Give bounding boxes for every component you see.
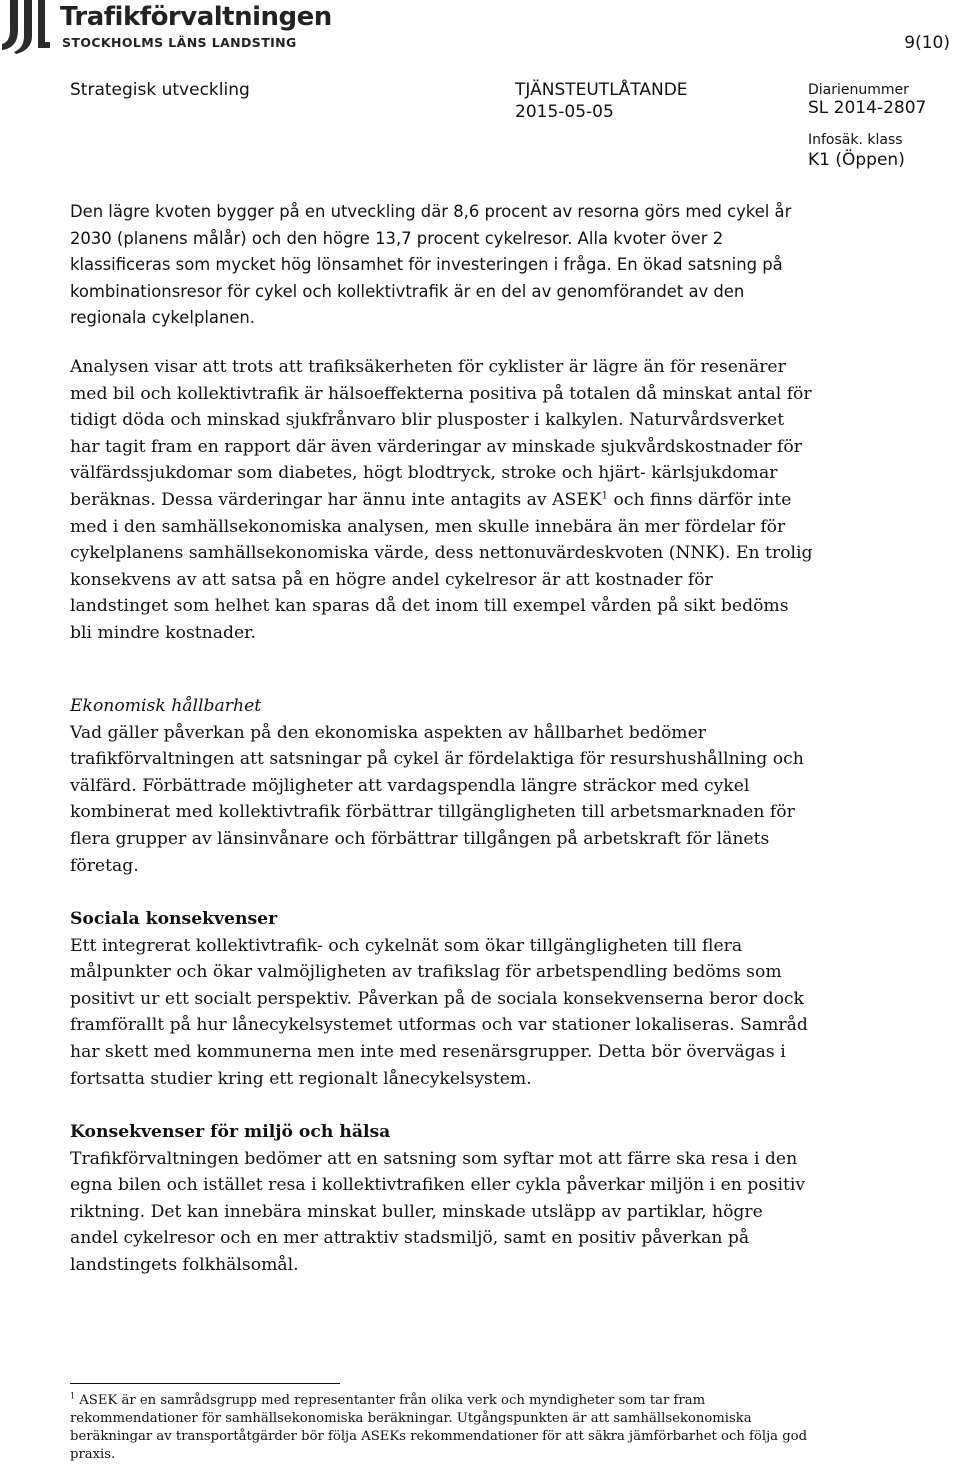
document-type: TJÄNSTEUTLÅTANDE [515, 80, 688, 100]
section-heading: Ekonomisk hållbarhet [70, 696, 262, 716]
document-date: 2015-05-05 [515, 102, 614, 122]
footnote-marker: 1 [70, 1391, 76, 1401]
section-text: Trafikförvaltningen bedömer att en satsning som syftar mot att färre ska resa i den egna bilen och istället resa i kollektivtrafiken eller cykla påverkar miljön i en positiv riktning. Det kan innebära minskat buller, minskade utsläpp av partiklar, högre andel cykelresor och en mer attraktiv stadsmiljö, samt en positiv påverkan på landstingets folkhälsomål. [70, 1148, 806, 1275]
paragraph-text-start: Analysen visar att trots att trafiksäkerheten för cyklister är lägre än för resenärer med bil och kollektivtrafik är hälsoeffekterna positiva på totalen då minskat antal för tidigt döda och minskad sjukfrånvaro blir plusposter i kalkylen. Naturvårdsverket har tagit fram en rapport där även värderingar av minskade sjukvårdskostnader för välfärdssjukdomar som diabetes, högt blodtryck, stroke och hjärt- kärlsjukdomar beräknas. Dessa värderingar har ännu inte antagits av ASEK [70, 357, 812, 510]
section-text: Ett integrerat kollektivtrafik- och cykelnät som ökar tillgängligheten till flera målpunkter och ökar valmöjligheten av trafikslag för arbetspendling bedöms som positivt ur ett socialt perspektiv. Påverkan på de sociala konsekvenserna beror dock framförallt på hur lånecykelsystemet utformas och var stationer lokaliseras. Samråd har skett med kommunerna men inte med resenärsgrupper. Detta bör övervägas i fortsatta studier kring ett regionalt lånecykelsystem. [70, 935, 808, 1089]
trafikforvaltningen-logo-icon [0, 0, 52, 54]
paragraph-health-analysis [70, 354, 815, 647]
paragraph-cost-ratio [70, 199, 815, 332]
footnote-divider [70, 1383, 340, 1384]
section-environment [70, 1119, 815, 1279]
section-economic [70, 693, 815, 879]
classification-label: Infosäk. klass [808, 132, 903, 148]
section-heading: Sociala konsekvenser [70, 909, 278, 929]
registry-number: SL 2014-2807 [808, 98, 927, 118]
paragraph-text-end: och finns därför inte med i den samhällsekonomiska analysen, men skulle innebära än mer fördelar för cykelplanens samhällsekonomiska värde, dess nettonuvärdeskvoten (NNK). En trolig konsekvens av att satsa på en högre andel cykelresor är att kostnader för landstinget som helhet kan sparas då det inom till exempel vården på sikt bedöms bli mindre kostnader. [70, 489, 813, 643]
registry-label: Diarienummer [808, 82, 909, 98]
department-label: Strategisk utveckling [70, 80, 250, 100]
footnote [70, 1392, 810, 1464]
section-social [70, 906, 815, 1092]
footnote-reference: 1 [601, 490, 609, 502]
page-number: 9(10) [904, 33, 950, 53]
paragraph-text: Den lägre kvoten bygger på en utveckling där 8,6 procent av resorna görs med cykel år 2030 (planens målår) och den högre 13,7 procent cykelresor. Alla kvoter över 2 klassificeras som mycket hög lönsamhet för investeringen i fråga. En ökad satsning på kombinationsresor för cykel och kollektivtrafik är en del av genomförandet av den regionala cykelplanen. [70, 202, 792, 328]
section-heading: Konsekvenser för miljö och hälsa [70, 1122, 391, 1142]
classification-value: K1 (Öppen) [808, 150, 905, 170]
section-text: Vad gäller påverkan på den ekonomiska aspekten av hållbarhet bedömer trafikförvaltningen att satsningar på cykel är fördelaktiga för resurshushållning och välfärd. Förbättrade möjligheter att vardagspendla längre sträckor med cykel kombinerat med kollektivtrafik förbättrar tillgängligheten till arbetsmarknaden för flera grupper av länsinvånare och förbättrar tillgången på arbetskraft för länets företag. [70, 722, 804, 876]
organization-subtitle: STOCKHOLMS LÄNS LANDSTING [62, 35, 297, 50]
organization-name: Trafikförvaltningen [60, 2, 332, 32]
footnote-text: ASEK är en samrådsgrupp med representanter från olika verk och myndigheter som tar fram rekommendationer för samhällsekonomiska beräkningar. Utgångspunkten är att samhällsekonomiska beräkningar av transportåtgärder bör följa ASEKs rekommendationer för att säkra jämförbarhet och följa god praxis. [70, 1393, 808, 1462]
